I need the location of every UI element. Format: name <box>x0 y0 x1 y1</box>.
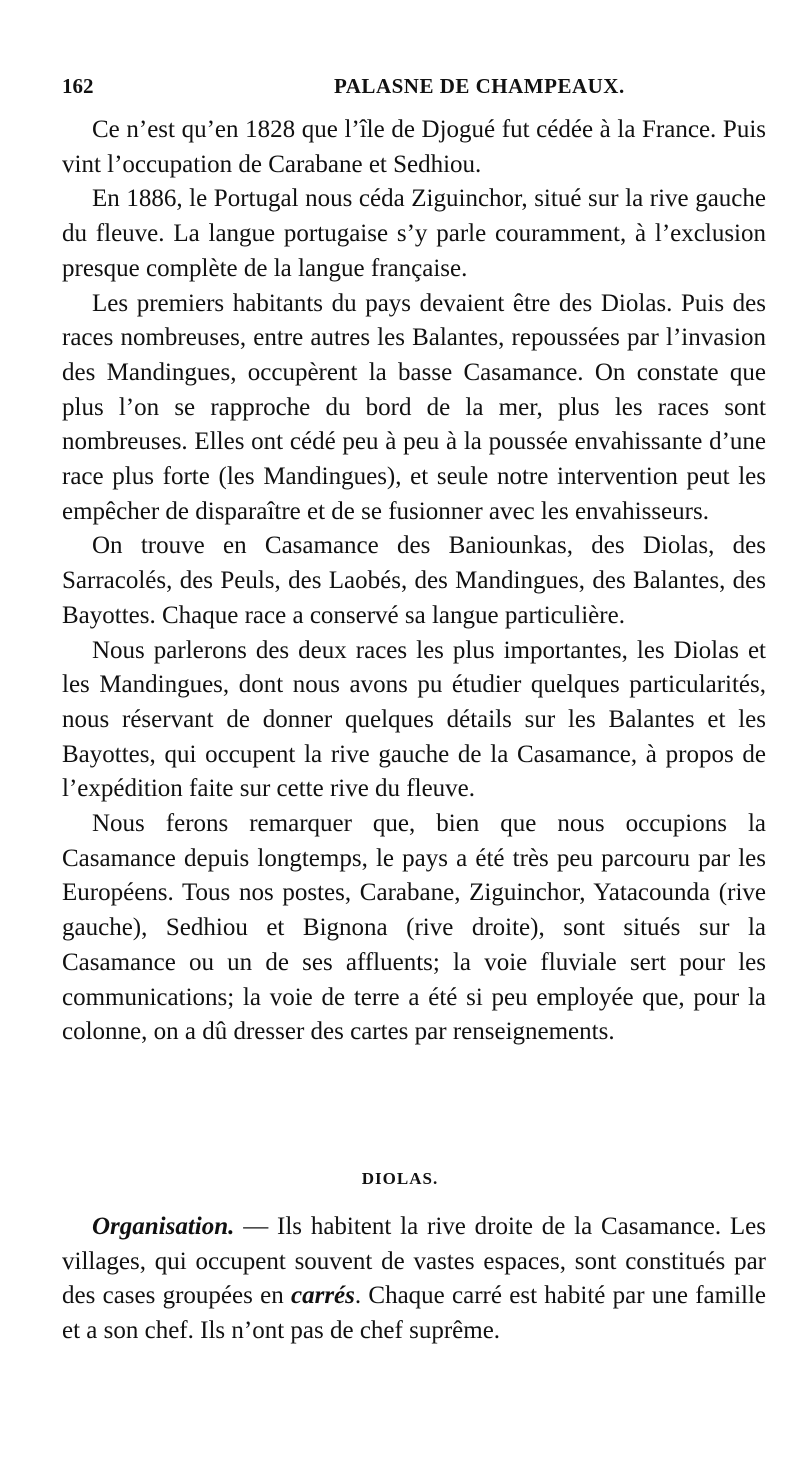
section-title: DIOLAS. <box>361 1169 439 1188</box>
emphasis-carres: carrés <box>291 1282 355 1310</box>
paragraph: Les premiers habitants du pays devaient être des Diolas. Puis des races nombreuses, entre autres les Balantes, repoussées par l’invasion des Mandingues, occupèrent la basse Casamance. On constate que plus l’on se rapproche du bord de la mer, plus les races sont nombreuses. Elles ont cédé peu à peu à la poussée envahissante d’une race plus forte (les Mandingues), et seule notre intervention peut les empêcher de disparaître et de se fusionner avec les envahisseurs. <box>62 289 766 525</box>
section-paragraph <box>62 1210 766 1349</box>
paragraph: On trouve en Casamance des Baniounkas, des Diolas, des Sarracolés, des Peuls, des Laobés, des Mandingues, des Balantes, des Bayottes. Chaque race a conservé sa langue particulière. <box>62 532 766 629</box>
paragraph: Nous parlerons des deux races les plus importantes, les Diolas et les Mandingues, dont nous avons pu étudier quelques particularités, nous réservant de donner quelques détails sur les Balantes et les Bayottes, qui occupent la rive gauche de la Casamance, à propos de l’expédition faite sur cette rive du fleuve. <box>62 636 766 803</box>
section-text-part: . Chaque carré est habité par une famille et a son chef. Ils n’ont pas de chef suprême. <box>62 1282 766 1345</box>
section-text-part: — Ils habitent la rive droite de la Casamance. Les villages, qui occupent souvent de vastes espaces, sont constitués par des cases groupées en <box>62 1213 766 1310</box>
section-lead: Organisation. <box>92 1213 235 1240</box>
body-text <box>62 113 766 1050</box>
paragraph: Ce n’est qu’en 1828 que l’île de Djogué fut cédée à la France. Puis vint l’occupation de Carabane et Sedhiou. <box>62 116 766 178</box>
paragraph: En 1886, le Portugal nous céda Ziguinchor, situé sur la rive gauche du fleuve. La langue portugaise s’y parle couramment, à l’exclusion presque complète de la langue française. <box>62 185 766 282</box>
section-text <box>62 1210 766 1349</box>
page-number: 162 <box>62 74 94 98</box>
paragraph: Nous ferons remarquer que, bien que nous occupions la Casamance depuis longtemps, le pays a été très peu parcouru par les Européens. Tous nos postes, Carabane, Ziguinchor, Yatacounda (rive gauche), Sedhiou et Bignona (rive droite), sont situés sur la Casamance ou un de ses affluents; la voie fluviale sert pour les communications; la voie de terre a été si peu employée que, pour la colonne, on a dû dresser des cartes par renseignements. <box>62 810 766 1046</box>
page-header <box>62 74 762 104</box>
running-head: PALASNE DE CHAMPEAUX. <box>334 74 625 98</box>
